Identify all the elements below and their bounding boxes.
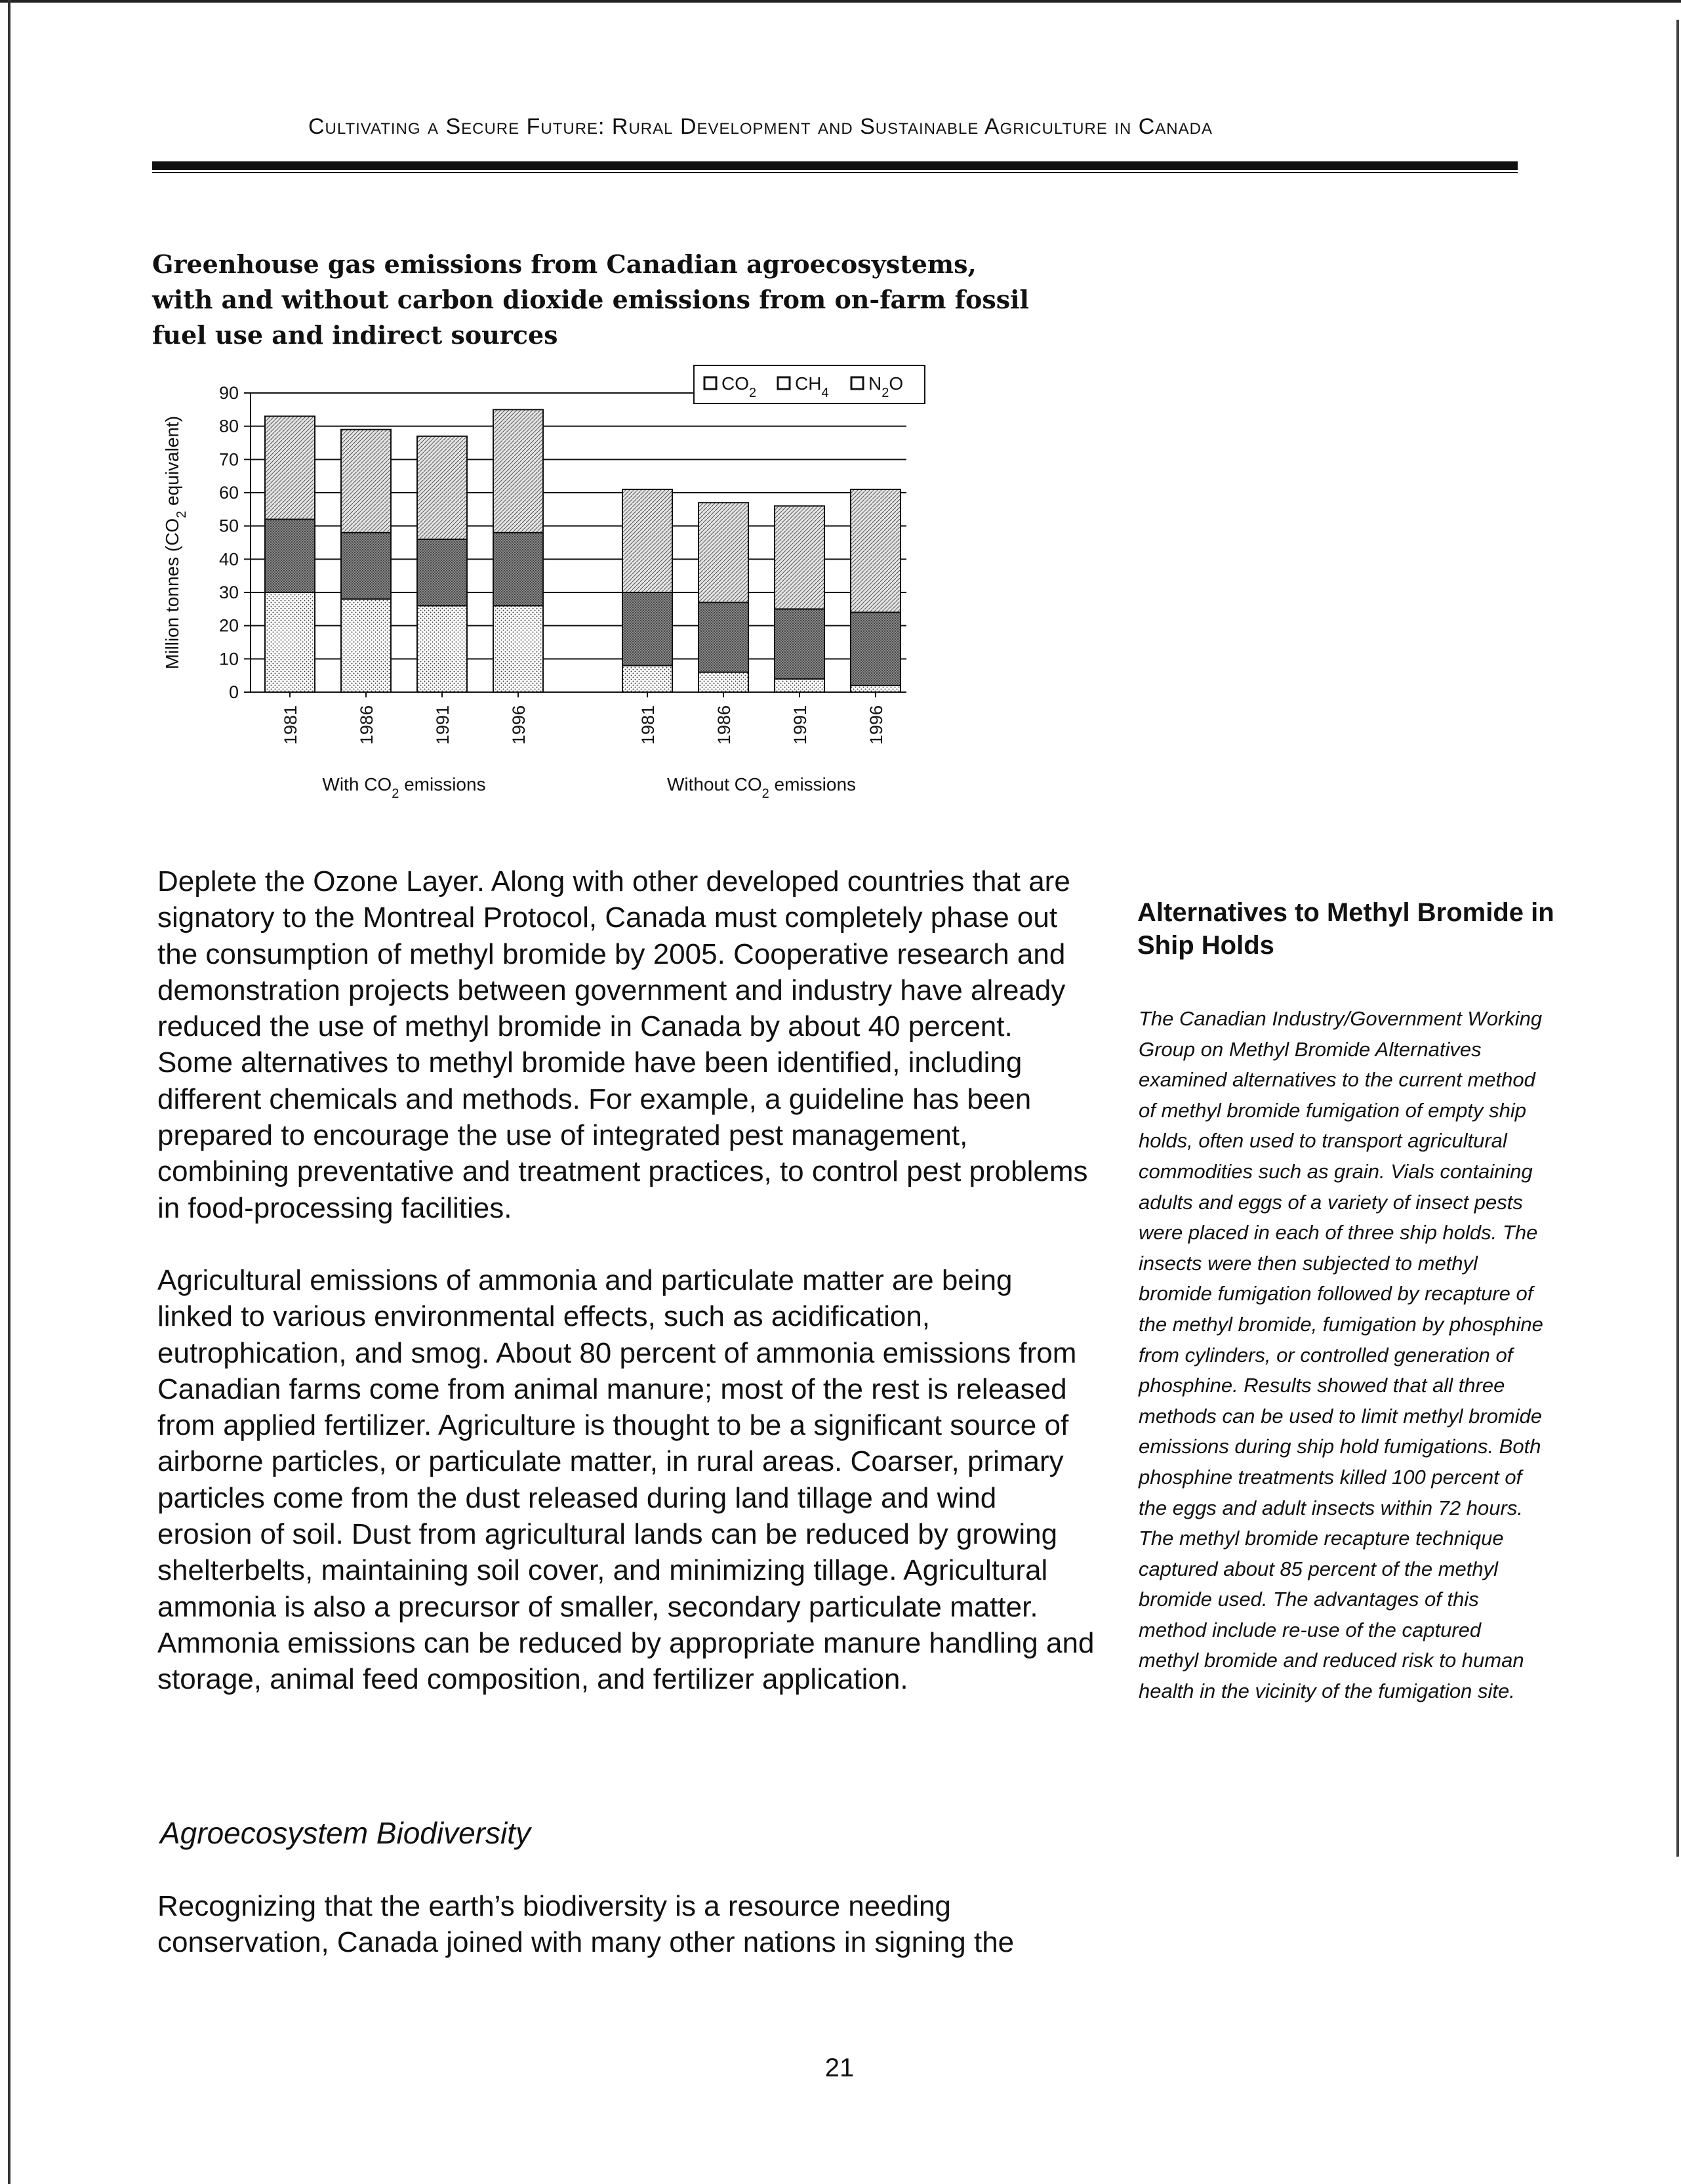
y-tick-label: 80 [218,416,239,436]
x-tick-label: 1991 [790,705,810,745]
legend-swatch [851,377,863,389]
group-labels [322,774,856,801]
x-tick-label: 1991 [433,705,453,745]
x-tick-label: 1996 [866,705,886,745]
legend [694,365,925,403]
page-number: 21 [824,2053,855,2082]
sidebar-body: The Canadian Industry/Government Working Group on Methyl Bromide Alternatives examined alternatives to the current method of methyl bromide fumigation of empty ship holds, often used to transport agricultural commodities such as grain. Vials containing adults and eggs of a variety of insect pests were placed in each of three ship holds. The insects were then subjected to methyl bromide fumigation followed by recapture of the methyl bromide, fumigation by phosphine from cylinders, or controlled generation of phosphine. Results showed that all three methods can be used to limit methyl bromide emissions during ship hold fumigations. Both phosphine treatments killed 100 percent of the eggs and adult insects within 72 hours. The methyl bromide recapture technique captured about 85 percent of the methyl bromide used. The advantages of this method include re-use of the captured methyl bromide and reduced risk to human health in the vicinity of the fumigation site. [1139,1007,1543,1703]
y-tick-label: 40 [218,549,239,569]
bars [265,409,901,692]
bar-segment-ch4 [775,609,824,678]
x-tick-label: 1981 [281,705,300,745]
bar-segment-ch4 [622,592,672,665]
x-tick-label: 1981 [638,705,658,745]
legend-swatch [704,377,716,389]
y-tick-label: 90 [218,383,239,403]
y-axis-label: Million tonnes ($CO_2$ equivalent) [162,415,189,670]
page-border-top [0,0,1681,3]
bar-segment-co2 [699,672,748,692]
paragraph-2: Agricultural emissions of ammonia and particulate matter are being linked to various environmental effects, such as acidification, eutrophication, and smog. About 80 percent of ammonia emissions from Canadian farms come from animal manure; most of the rest is released from applied fertilizer. Agriculture is thought to be a significant source of airborne particles, or particulate matter, in rural areas. Coarser, primary particles come from the dust released during land tillage and wind erosion of soil. Dust from agricultural lands can be reduced by growing shelterbelts, maintaining soil cover, and minimizing tillage. Agricultural ammonia is also a precursor of smaller, secondary particulate matter. Ammonia emissions can be reduced by appropriate manure handling and storage, animal feed composition, and fertilizer application. [157,1264,1095,1696]
bar-segment-ch4 [417,539,467,606]
bar-segment-n2o [341,430,391,533]
bar-segment-n2o [417,436,467,539]
y-tick-label: 60 [218,483,239,503]
y-tick-label: 0 [228,682,239,702]
bar-segment-co2 [417,606,467,692]
section-heading: Agroecosystem Biodiversity [160,1816,531,1850]
bar-segment-co2 [622,665,672,692]
x-tick-label: 1986 [357,705,376,745]
y-tick-label: 30 [218,583,239,602]
x-tick-label: 1996 [509,705,529,745]
bar-segment-n2o [265,416,315,519]
group-label: Without $CO_2$ emissions [666,774,857,801]
sidebar-title: Alternatives to Methyl Bromide in Ship Holds [1137,898,1554,960]
x-tick-label: 1986 [714,705,734,745]
y-tick-label: 50 [218,516,239,536]
header-rule-thin [152,172,1518,173]
emissions-chart [152,358,965,810]
bar-segment-co2 [265,592,315,692]
bar-segment-co2 [341,599,391,692]
page-border-right [1676,20,1679,1857]
legend-entry: $CH_4$ [795,373,829,400]
running-head: Cultivating a Secure Future: Rural Development and Sustainable Agriculture in Canada [308,114,1213,139]
bar-segment-n2o [493,409,543,532]
bar-segment-co2 [851,686,901,692]
legend-entry: $CO_2$ [721,373,757,400]
paragraph-1: Deplete the Ozone Layer. Along with other developed countries that are signatory to the Montreal Protocol, Canada must completely phase out the consumption of methyl bromide by 2005. Cooperative research and demonstration projects between government and industry have already reduced the use of methyl bromide in Canada by about 40 percent. Some alternatives to methyl bromide have been identified, including different chemicals and methods. For example, a guideline has been prepared to encourage the use of integrated pest management, combining preventative and treatment practices, to control pest problems in food-processing facilities. [157,865,1088,1224]
bar-segment-ch4 [341,533,391,599]
header-rule [152,161,1518,170]
page-border-left [8,0,10,2184]
y-axis [219,383,251,702]
bar-segment-ch4 [851,612,901,685]
bar-segment-co2 [493,606,543,692]
y-tick-label: 70 [218,449,239,470]
bar-segment-ch4 [265,520,315,592]
x-tick-labels [281,692,886,745]
group-label: With $CO_2$ emissions [322,774,486,801]
bar-segment-ch4 [699,602,748,672]
bar-segment-co2 [775,679,824,692]
chart-title: Greenhouse gas emissions from Canadian agroecosystems, with and without carbon dioxide emissions from on-farm fossil fuel use and indirect sources [152,249,1029,350]
y-tick-label: 20 [218,615,239,636]
bar-segment-n2o [622,489,672,592]
bar-segment-n2o [775,506,824,609]
paragraph-3: Recognizing that the earth’s biodiversity is a resource needing conservation, Canada joined with many other nations in signing the [157,1890,1015,1959]
y-tick-label: 10 [218,649,239,669]
bar-segment-ch4 [493,533,543,606]
bar-segment-n2o [699,503,748,602]
bar-segment-n2o [851,489,901,612]
legend-entry: $N_2O$ [868,373,904,400]
legend-swatch [778,377,790,389]
